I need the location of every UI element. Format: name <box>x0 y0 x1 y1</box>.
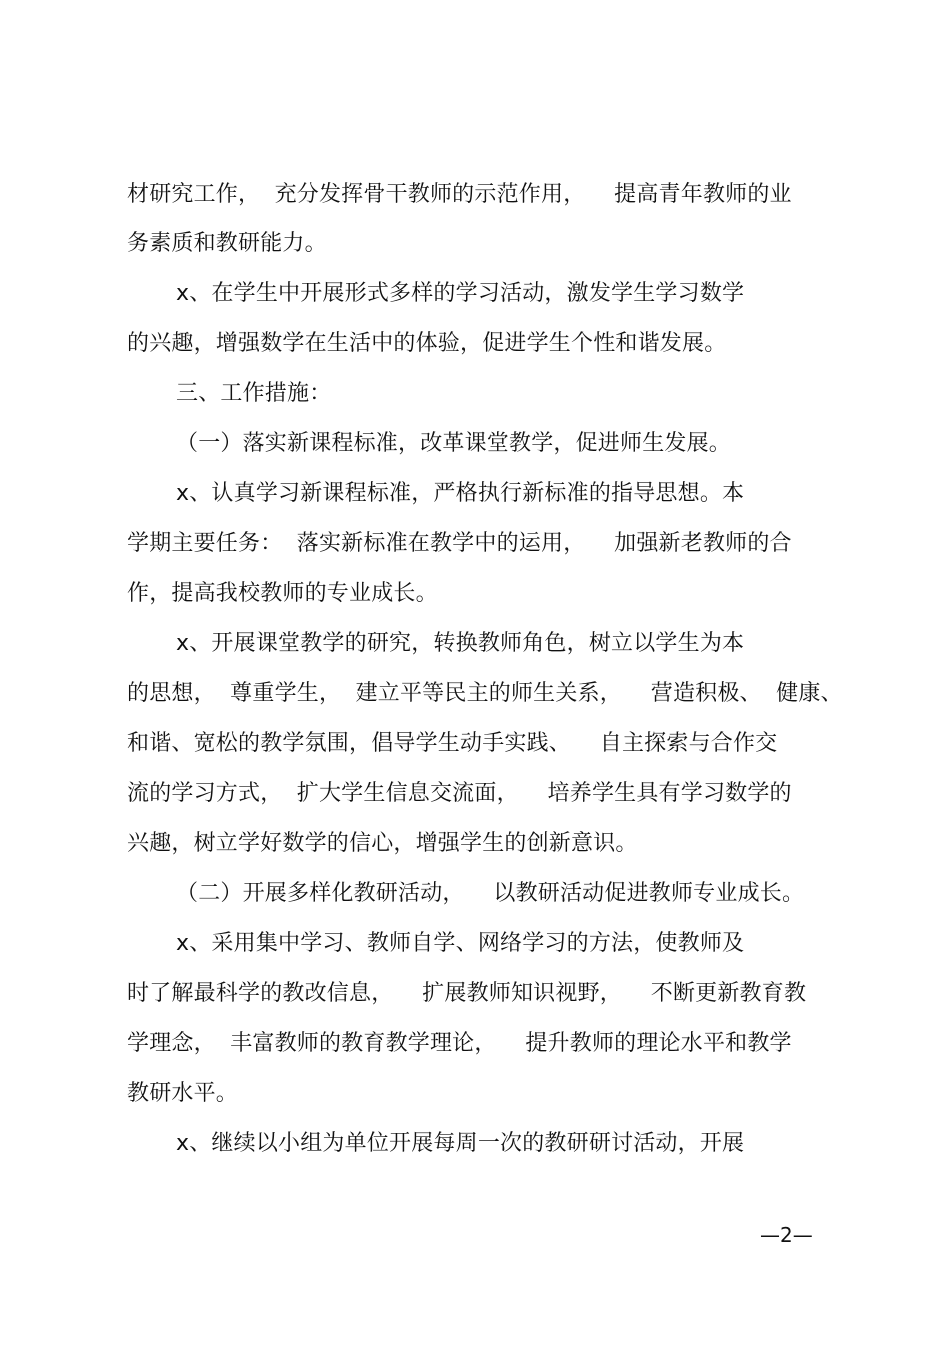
text-line: x、认真学习新课程标准，严格执行新标准的指导思想。本 <box>176 481 745 506</box>
text-line: 材研究工作， 充分发挥骨干教师的示范作用， 提高青年教师的业 <box>127 182 792 207</box>
text-line: 兴趣，树立学好数学的信心，增强学生的创新意识。 <box>127 831 638 856</box>
subsection-heading: （二）开展多样化教研活动， 以教研活动促进教师专业成长。 <box>176 881 805 906</box>
text-line: x、在学生中开展形式多样的学习活动，激发学生学习数学 <box>176 281 745 306</box>
text-line: 作，提高我校教师的专业成长。 <box>127 581 438 606</box>
text-line: 学理念， 丰富教师的教育教学理论， 提升教师的理论水平和教学 <box>127 1031 792 1056</box>
text-line: 流的学习方式， 扩大学生信息交流面， 培养学生具有学习数学的 <box>127 781 792 806</box>
text-line: 的兴趣，增强数学在生活中的体验，促进学生个性和谐发展。 <box>127 331 727 356</box>
text-line: 学期主要任务： 落实新标准在教学中的运用， 加强新老教师的合 <box>127 531 792 556</box>
text-line: 的思想， 尊重学生， 建立平等民主的师生关系， 营造积极、 健康、 <box>127 681 843 706</box>
text-line: 时了解最科学的教改信息， 扩展教师知识视野， 不断更新教育教 <box>127 981 807 1006</box>
subsection-heading: （一）落实新课程标准，改革课堂教学，促进师生发展。 <box>176 431 732 456</box>
section-heading: 三、工作措施： <box>176 381 332 406</box>
text-line: 和谐、宽松的教学氛围，倡导学生动手实践、 自主探索与合作交 <box>127 731 778 756</box>
text-line: x、开展课堂教学的研究，转换教师角色，树立以学生为本 <box>176 631 745 656</box>
text-line: x、继续以小组为单位开展每周一次的教研研讨活动，开展 <box>176 1131 745 1156</box>
text-line: 教研水平。 <box>127 1081 239 1106</box>
text-line: x、采用集中学习、教师自学、网络学习的方法，使教师及 <box>176 931 745 956</box>
page-number: —2— <box>760 1223 813 1247</box>
text-line: 务素质和教研能力。 <box>127 231 327 256</box>
